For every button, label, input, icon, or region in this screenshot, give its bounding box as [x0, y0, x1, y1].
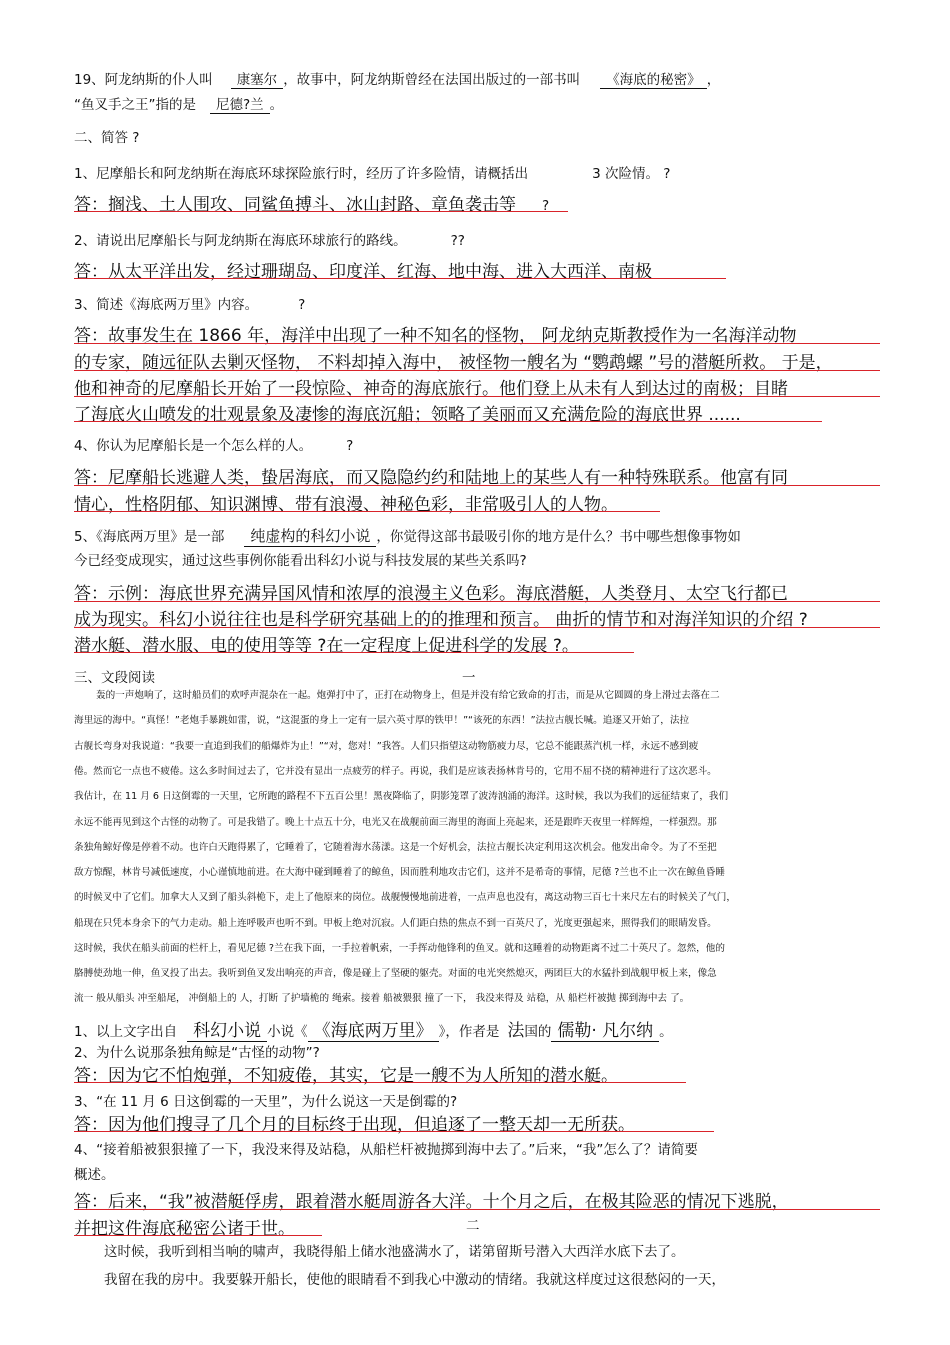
rq3-answer: 答：因为他们搜寻了几个月的目标终于出现，但追逐了一整天却一无所获。 [74, 1115, 635, 1135]
sa5-q-text: 5、《海底两万里》是一部 [74, 529, 225, 545]
passage1-line: 胳膊使劲地一伸，鱼叉投了出去。我听到鱼叉发出响亮的声音，像是碰上了坚硬的躯壳。对面的电光突然熄灭，两团巨大的水猛扑到战舰甲板上来，像急 [74, 968, 717, 979]
sa5-question-line1 [74, 525, 741, 547]
sa1-a-tail: ? [542, 198, 550, 214]
passage1-line: 海里远的海中。“真怪！”老炮手暴跳如雷，说，“这混蛋的身上一定有一层六英寸厚的铁甲！”“该死的东西！”法拉古舰长喊。追逐又开始了，法拉 [74, 715, 690, 726]
sa3-q-text: 3、简述《海底两万里》内容。 [74, 297, 259, 313]
passage1-line: 流一 般从船头 冲至船尾， 冲倒船上的 人，打断 了护墙桅的 绳索。接着 船被猥狠 撞了一下， 我没来得及 站稳，从 船栏杆被抛 掷到海中去 了。 [74, 993, 690, 1004]
sa1-q-tail: 3 次险情。 ? [592, 166, 671, 182]
sa3-answer-line3: 他和神奇的尼摩船长开始了一段惊险、神奇的海底旅行。他们登上从未有人到达过的南极；目睹 [74, 379, 788, 399]
rq1-line [74, 1016, 673, 1042]
sa5-q-text-b: ，你觉得这部书最吸引你的地方是什么？书中哪些想像事物如 [376, 529, 741, 545]
sa2-question [74, 229, 465, 249]
q19-text-e: 。 [269, 97, 284, 113]
sa4-underline-2 [74, 511, 660, 512]
sa4-answer-line1: 答：尼摩船长逃避人类，蛰居海底，而又隐隐约约和陆地上的某些人有一种特殊联系。他富有同 [74, 468, 788, 488]
q19-line1 [74, 68, 720, 89]
q19-text-a: 19、阿龙纳斯的仆人叫 [74, 72, 213, 88]
sa3-answer-line2: 的专家，随远征队去剿灭怪物， 不料却掉入海中， 被怪物一艘名为 “鹦鹉螺 ”号的潜艇所救。 于是， [74, 353, 833, 373]
passage1-line: 我估计，在 11 月 6 日这倒霉的一天里，它所跑的路程不下五百公里！黑夜降临了，阴影笼罩了波涛汹涌的海洋。这时候，我以为我们的远征结束了，我们 [74, 791, 729, 802]
sa5-answer-line3: 潜水艇、潜水服、电的使用等等 ?在一定程度上促进科学的发展 ?。 [74, 636, 579, 656]
passage1-line: 的时候叉中了它们。加拿大人又到了船头斜桅下，走上了他原来的岗位。战舰慢慢地前进着，一点声息也没有，离这动物三百七十来尺左右的时候关了气门， [74, 892, 736, 903]
passage2-line: 这时候，我听到相当响的啸声，我晓得船上储水池盛满水了，诺第留斯号潜入大西洋水底下去了。 [104, 1244, 685, 1260]
sa4-underline-1 [74, 485, 880, 486]
sa4-question [74, 434, 353, 454]
rq3-question: 3、“在 11 月 6 日这倒霉的一天里”，为什么说这一天是倒霉的? [74, 1094, 458, 1110]
rq2-answer: 答：因为它不怕炮弹，不知疲倦，其实，它是一艘不为人所知的潜水艇。 [74, 1066, 618, 1086]
sa3-answer-line4: 了海底火山喷发的壮观景象及凄惨的海底沉船；领略了美丽而又充满危险的海底世界 ...... [74, 405, 741, 425]
passage1-line: 船现在只凭本身余下的气力走动。船上连呼吸声也听不到。甲板上绝对沉寂。人们距白热的焦点不到一百英尺了，光度更强起来，照得我们的眼睛发昏。 [74, 918, 717, 929]
passage1-number: 一 [462, 670, 476, 686]
rq1-text-a: 1、以上文字出自 [74, 1024, 178, 1040]
sa1-q-text: 1、尼摩船长和阿龙纳斯在海底环球探险旅行时，经历了许多险情，请概括出 [74, 166, 529, 182]
sa3-underline-4 [74, 421, 822, 422]
sa4-answer-line2: 情心，性格阴郁、知识渊博、带有浪漫、神秘色彩，非常吸引人的人物。 [74, 495, 618, 515]
rq2-question: 2、为什么说那条独角鲸是“古怪的动物”? [74, 1045, 320, 1061]
rq2-answer-underline [74, 1082, 686, 1083]
passage2-number: 二 [466, 1218, 480, 1234]
q19-blank-book: 《海底的秘密》 [600, 68, 707, 89]
passage1-line: 这时候，我伏在船头前面的栏杆上，看见尼德 ?兰在我下面，一手拉着帆索，一手挥动他锋利的鱼叉。就和这睡着的动物距离不过二十英尺了。忽然，他的 [74, 943, 725, 954]
passage1-line: 条独角鲸好像是停着不动。也许白天跑得累了，它睡着了，它随着海水荡漾。这是一个好机会，法拉古舰长决定利用这次机会。他发出命令。为了不至把 [74, 842, 717, 853]
sa3-q-tail: ? [298, 297, 306, 313]
rq1-blank-genre: 科幻小说 [187, 1016, 267, 1042]
rq1-text-d: 国的 [524, 1024, 552, 1040]
q19-line2 [74, 93, 283, 114]
sa5-underline-1 [74, 601, 880, 602]
sa5-blank-genre: 纯虚构的科幻小说 [244, 525, 376, 547]
q19-text-b: ，故事中，阿龙纳斯曾经在法国出版过的一部书叫 [283, 72, 581, 88]
section3-heading: 三、文段阅读 [74, 670, 155, 686]
sa3-answer-line1: 答：故事发生在 1866 年，海洋中出现了一种不知名的怪物， 阿龙纳克斯教授作为一名海洋动物 [74, 326, 797, 346]
rq1-blank-title: 《海底两万里》 [308, 1016, 439, 1042]
sa2-answer-underline [74, 278, 726, 279]
rq4-underline-2 [74, 1235, 322, 1236]
rq4-answer-line2: 并把这件海底秘密公诸于世。 [74, 1219, 295, 1239]
sa5-underline-3 [74, 652, 634, 653]
sa3-underline-2 [74, 370, 880, 371]
passage2-line: 我留在我的房中。我要躲开船长，使他的眼睛看不到我心中激动的情绪。我就这样度过这很愁闷的一天， [104, 1272, 725, 1288]
sa1-question [74, 162, 670, 182]
rq1-blank-country: 法 [507, 1021, 525, 1041]
passage1-line: 永远不能再见到这个古怪的动物了。可是我错了。晚上十点五十分，电光又在战舰前面三海里的海面上亮起来，还是跟昨天夜里一样辉煌，一样强烈。那 [74, 817, 717, 828]
rq1-text-e: 。 [659, 1024, 673, 1040]
sa5-underline-2 [74, 627, 880, 628]
sa1-a-text: 答：搁浅、土人围攻、同鲨鱼搏斗、冰山封路、章鱼袭击等 [74, 195, 516, 215]
sa2-q-text: 2、请说出尼摩船长与阿龙纳斯在海底环球旅行的路线。 [74, 233, 407, 249]
q19-blank-harpooner: 尼德?兰 [210, 93, 270, 114]
sa5-question-line2: 今已经变成现实，通过这些事例你能看出科幻小说与科技发展的某些关系吗? [74, 553, 527, 569]
sa5-answer-line2: 成为现实。科幻小说往往也是科学研究基础上的的推理和预言。 曲折的情节和对海洋知识的介绍 ? [74, 610, 808, 630]
sa4-q-tail: ? [346, 438, 354, 454]
sa3-underline-1 [74, 343, 880, 344]
sa2-q-tail: ?? [450, 233, 465, 249]
rq1-text-c: 》，作者是 [438, 1024, 500, 1040]
passage1-line: 轰的一声炮响了，这时船员们的欢呼声混杂在一起。炮弹打中了，正打在动物身上，但是并没有给它致命的打击，而是从它圆圆的身上滑过去落在二 [96, 690, 720, 701]
sa1-answer-underline [74, 211, 568, 212]
sa4-q-text: 4、你认为尼摩船长是一个怎么样的人。 [74, 438, 313, 454]
rq1-blank-author: 儒勒· 凡尔纳 [551, 1016, 659, 1042]
rq4-underline-1 [74, 1209, 880, 1210]
rq4-question-line1: 4、“接着船被狠狠撞了一下，我没来得及站稳，从船栏杆被抛掷到海中去了。”后来，“我”怎么了？请简要 [74, 1142, 698, 1158]
rq4-question-line2: 概述。 [74, 1167, 115, 1183]
passage1-line: 敌方惊醒，林肯号减低速度，小心谨慎地前进。在大海中碰到睡着了的鲸鱼，因而胜利地攻击它们，这并不是希奇的事情，尼德 ?兰也不止一次在鲸鱼昏睡 [74, 867, 725, 878]
rq4-answer-line1: 答：后来，“我”被潜艇俘虏，跟着潜水艇周游各大洋。十个月之后，在极其险恶的情况下逃脱， [74, 1192, 789, 1212]
q19-text-c: ， [706, 72, 721, 88]
sa5-answer-line1: 答：示例：海底世界充满异国风情和浓厚的浪漫主义色彩。海底潜艇，人类登月、太空飞行都已 [74, 584, 788, 604]
sa3-underline-3 [74, 396, 880, 397]
passage1-line: 古舰长弯身对我说道：“我要一直追到我们的船爆炸为止！”“对，您对！”我答。人们只指望这动物筋疲力尽，它总不能跟蒸汽机一样，永远不感到疲 [74, 741, 699, 752]
q19-blank-servant: 康塞尔 [231, 68, 284, 89]
passage1-line: 倦。然而它一点也不疲倦。这么多时间过去了，它并没有显出一点疲劳的样子。再说，我们是应该表扬林肯号的，它用不屈不挠的精神进行了这次恶斗。 [74, 766, 717, 777]
sa3-question [74, 293, 305, 313]
section2-heading: 二、简答 ? [74, 130, 140, 146]
rq1-text-b: 小说《 [267, 1024, 308, 1040]
rq3-answer-underline [74, 1131, 714, 1132]
q19-text-d: “鱼叉手之王”指的是 [74, 97, 196, 113]
sa2-answer: 答：从太平洋出发，经过珊瑚岛、印度洋、红海、地中海、进入大西洋、南极 [74, 262, 652, 282]
